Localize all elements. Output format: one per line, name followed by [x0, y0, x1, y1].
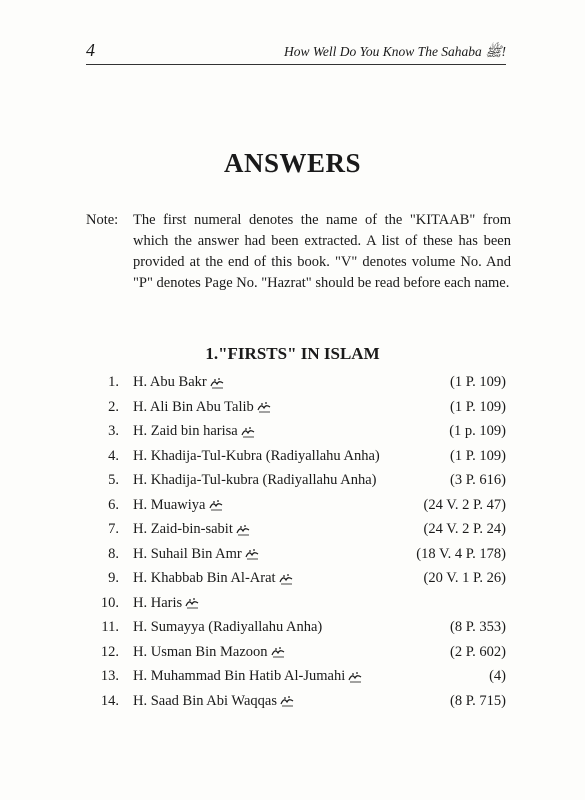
honorific-icon	[279, 573, 294, 585]
item-number: 11.	[101, 619, 119, 635]
list-item	[88, 445, 506, 470]
item-number: 9.	[108, 570, 119, 586]
item-reference: (8 P. 715)	[450, 692, 506, 709]
item-number: 3.	[108, 423, 119, 439]
note-text: The first numeral denotes the name of the "KITAAB" from which the answer had been extracted. A list of these has been provided at the end of this book. "V" denotes volume No. And "P" denotes Page No. "Hazrat" should be read before each name.	[133, 212, 511, 291]
item-name: H. Haris	[133, 594, 183, 611]
item-name: H. Muawiya	[133, 496, 206, 513]
list-item	[88, 641, 506, 666]
list-item	[88, 665, 506, 690]
item-name-cell	[133, 374, 225, 391]
item-number: 8.	[108, 545, 119, 562]
item-name-cell	[133, 472, 377, 489]
item-number: 10.	[100, 594, 119, 611]
honorific-icon	[245, 548, 260, 560]
item-name: H. Usman Bin Mazoon	[133, 643, 268, 660]
item-number: 14.	[100, 692, 119, 709]
item-reference: (24 V. 2 P. 24)	[423, 521, 506, 537]
item-name-cell	[133, 521, 251, 538]
list-item	[88, 469, 506, 494]
item-name-cell	[133, 644, 286, 661]
item-reference: (8 P. 353)	[450, 619, 506, 635]
list-item	[88, 690, 506, 715]
item-number: 1.	[108, 374, 119, 390]
item-name: H. Khabbab Bin Al-Arat	[133, 570, 276, 586]
honorific-icon	[209, 499, 224, 511]
item-name: H. Ali Bin Abu Talib	[133, 398, 254, 415]
honorific-icon	[280, 695, 295, 707]
section-title: 1."FIRSTS" IN ISLAM	[205, 344, 380, 363]
list-item	[88, 567, 506, 592]
list-item	[88, 420, 506, 445]
item-name: H. Khadija-Tul-kubra (Radiyallahu Anha)	[133, 472, 377, 488]
item-name-cell	[133, 497, 224, 514]
item-name: H. Zaid bin harisa	[133, 423, 238, 439]
item-name: H. Abu Bakr	[133, 374, 207, 390]
item-reference: (3 P. 616)	[450, 472, 506, 488]
item-name-cell	[133, 619, 322, 636]
item-name-cell	[133, 448, 380, 465]
list-item	[88, 371, 506, 396]
list-item	[88, 592, 506, 617]
item-name: H. Saad Bin Abi Waqqas	[133, 692, 277, 709]
item-name-cell	[133, 399, 272, 416]
item-reference: (1 P. 109)	[450, 398, 506, 415]
item-name: H. Khadija-Tul-Kubra (Radiyallahu Anha)	[133, 447, 380, 464]
honorific-icon	[257, 401, 272, 413]
item-number: 12.	[100, 643, 119, 660]
list-item	[88, 518, 506, 543]
list-item	[88, 543, 506, 568]
honorific-icon	[236, 524, 251, 536]
honorific-icon	[210, 377, 225, 389]
item-number: 7.	[108, 521, 119, 537]
honorific-icon	[241, 426, 256, 438]
item-number: 6.	[108, 496, 119, 513]
honorific-icon	[185, 597, 200, 609]
page-title: ANSWERS	[223, 148, 362, 178]
item-name-cell	[133, 693, 295, 710]
item-name-cell	[133, 546, 260, 563]
item-number: 4.	[108, 447, 119, 464]
item-reference: (24 V. 2 P. 47)	[423, 496, 506, 513]
item-reference: (1 p. 109)	[449, 423, 506, 439]
item-number: 2.	[108, 398, 119, 415]
item-name: H. Suhail Bin Amr	[133, 545, 242, 562]
item-name-cell	[133, 570, 294, 587]
item-reference: (20 V. 1 P. 26)	[423, 570, 506, 586]
item-name: H. Sumayya (Radiyallahu Anha)	[133, 619, 323, 635]
answer-list	[88, 371, 506, 714]
item-reference: (1 P. 109)	[450, 374, 506, 390]
running-header	[86, 40, 506, 65]
item-name-cell	[133, 423, 256, 440]
running-title: How Well Do You Know The Sahaba ﷺ!	[284, 44, 506, 59]
honorific-icon	[348, 671, 363, 683]
list-item	[88, 494, 506, 519]
page-number: 4	[86, 40, 95, 60]
item-name: H. Zaid-bin-sabit	[133, 521, 233, 537]
honorific-icon	[271, 646, 286, 658]
item-reference: (2 P. 602)	[450, 643, 506, 660]
item-name: H. Muhammad Bin Hatib Al-Jumahi	[133, 668, 346, 684]
item-reference: (18 V. 4 P. 178)	[416, 545, 506, 562]
list-item	[88, 616, 506, 641]
note-label: Note:	[86, 212, 119, 228]
item-name-cell	[133, 595, 200, 612]
item-name-cell	[133, 668, 363, 685]
item-number: 5.	[108, 472, 119, 488]
item-number: 13.	[100, 668, 119, 684]
item-reference: (1 P. 109)	[450, 447, 506, 464]
list-item	[88, 396, 506, 421]
item-reference: (4)	[489, 668, 506, 684]
